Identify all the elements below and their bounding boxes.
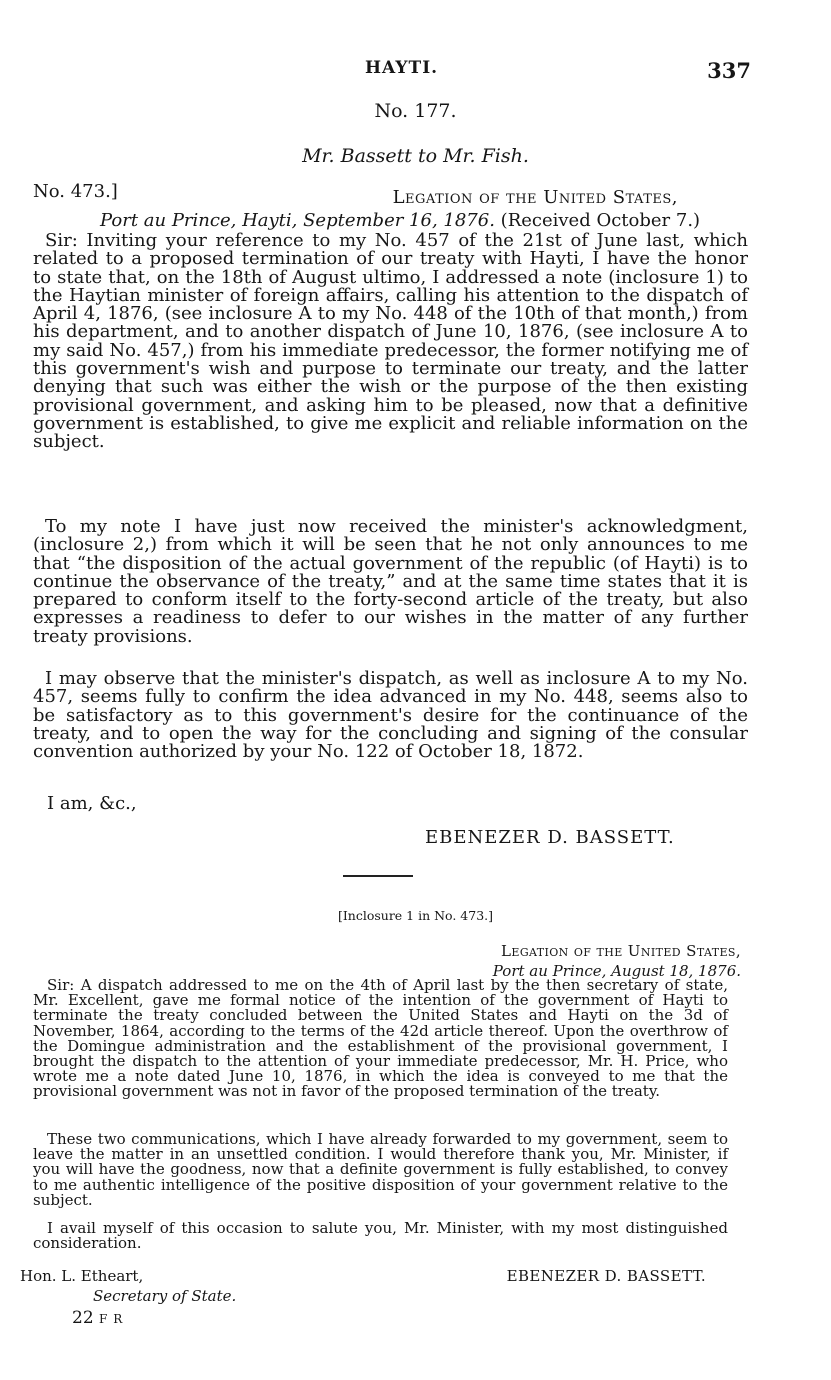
letter-legation: Legation of the United States, xyxy=(392,187,678,208)
inclosure-paragraph-text: I avail myself of this occasion to salute you, Mr. Minister, with my most distinguished consideration. xyxy=(33,1219,728,1253)
inclosure-place-date: Port au Prince, August 18, 1876. xyxy=(492,962,741,980)
inclosure-legation: Legation of the United States, xyxy=(501,942,741,960)
letter-received-date: (Received October 7.) xyxy=(500,210,701,231)
inclosure-paragraph-text: Sir: A dispatch addressed to me on the 4th of April last by the then secretary of state, Mr. Excellent, gave me formal notice of the intention of the government of Hayti to terminate the treaty concluded between the United States and Hayti on the 3d of November, 1864, according to the terms of the 42d article thereof. Upon the overthrow of the Domingue administration and the establishment of the provisional government, I brought the dispatch to the attention of your immediate predecessor, Mr. H. Price, who wrote me a note dated June 10, 1876, in which the idea is conveyed to me that the provisional government was not in favor of the proposed termination of the treaty. xyxy=(33,976,728,1101)
letter-place-date: Port au Prince, Hayti, September 16, 1876. xyxy=(100,210,495,231)
running-head: HAYTI. xyxy=(365,58,439,78)
letter-paragraph-3 xyxy=(33,670,748,761)
inclosure-paragraph-1 xyxy=(33,978,728,1100)
inclosure-paragraph-3 xyxy=(33,1221,728,1251)
inclosure-signature: EBENEZER D. BASSETT. xyxy=(506,1267,706,1285)
signature-mark-letters: F R xyxy=(99,1312,124,1326)
inclosure-paragraph-text: These two communications, which I have already forwarded to my government, seem to leave the matter in an unsettled condition. I would therefore thank you, Mr. Minister, if you will have the goodness, now that a definite government is fully established, to convey to me authentic intelligence of the positive disposition of your government relative to the subject. xyxy=(33,1130,728,1209)
letter-paragraph-text: Sir: Inviting your reference to my No. 457 of the 21st of June last, which related to a proposed termination of our treaty with Hayti, I have the honor to state that, on the 18th of August ultimo, I addressed a note (inclosure 1) to the Haytian minister of foreign affairs, calling his attention to the dispatch of April 4, 1876, (see inclosure A to my No. 448 of the 10th of that month,) from his department, and to another dispatch of June 10, 1876, (see inclosure A to my said No. 457,) from his immediate predecessor, the former notifying me of this government's wish and purpose to terminate our treaty, and the latter denying that such was either the wish or the purpose of the then existing provisional government, and asking him to be pleased, now that a definitive government is established, to give me explicit and reliable information on the subject. xyxy=(33,230,748,453)
document-number: No. 177. xyxy=(374,100,457,122)
letter-paragraph-text: I may observe that the minister's dispatch, as well as inclosure A to my No. 457, seems fully to confirm the idea advanced in my No. 448, seems also to be satisfactory as to this government's desire for the continuance of the treaty, and to open the way for the concluding and signing of the consular convention authorized by your No. 122 of October 18, 1872. xyxy=(33,668,748,763)
letter-reference-number: No. 473.] xyxy=(33,181,118,202)
printer-signature-mark xyxy=(72,1308,123,1328)
letter-paragraph-text: To my note I have just now received the minister's acknowledgment, (inclosure 2,) from which it will be seen that he not only announces to me that “the disposition of the actual government of the republic (of Hayti) is to continue the observance of the treaty,” and at the same time states that it is prepared to conform itself to the forty-second article of the treaty, but also expresses a readiness to defer to our wishes in the matter of any further treaty provisions. xyxy=(33,516,748,647)
letter-place-date-line xyxy=(100,210,700,231)
letter-paragraph-2 xyxy=(33,518,748,646)
inclosure-paragraph-2 xyxy=(33,1132,728,1208)
section-divider xyxy=(343,875,413,877)
signature-mark-number: 22 xyxy=(72,1308,94,1328)
document-title: Mr. Bassett to Mr. Fish. xyxy=(302,145,529,167)
page-number: 337 xyxy=(707,58,751,83)
inclosure-addressee: Hon. L. Etheart, xyxy=(20,1267,144,1285)
inclosure-addressee-title: Secretary of State. xyxy=(93,1287,237,1305)
letter-paragraph-1 xyxy=(33,232,748,452)
letter-closing: I am, &c., xyxy=(47,793,137,814)
letter-signature: EBENEZER D. BASSETT. xyxy=(425,827,675,848)
inclosure-heading: [Inclosure 1 in No. 473.] xyxy=(337,908,494,923)
